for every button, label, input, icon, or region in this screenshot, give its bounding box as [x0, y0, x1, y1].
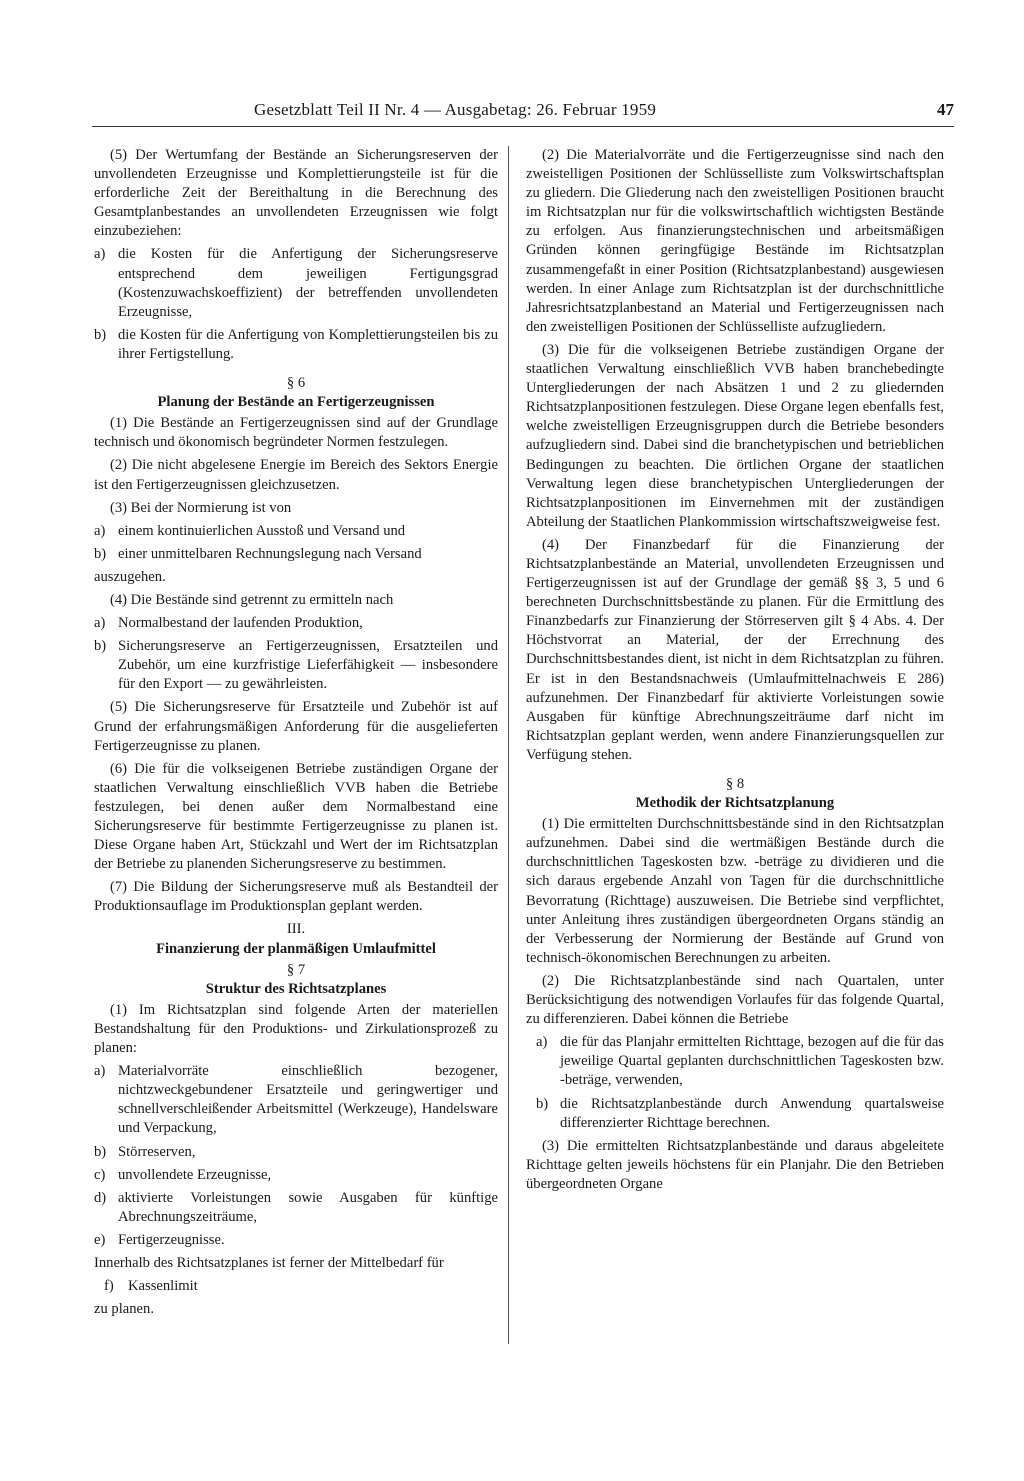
s6-paragraph-2: (2) Die nicht abgelesene Energie im Bereich des Sektors Energie ist den Fertigerzeugnissen gleichzusetzen. [94, 457, 498, 493]
list-label: d) [94, 1189, 107, 1206]
list-label: b) [94, 638, 107, 655]
s6-paragraph-3: (3) Bei der Normierung ist von [110, 499, 292, 516]
header-rule [92, 126, 954, 127]
s8-paragraph-1: (1) Die ermittelten Durchschnittsbestände sind in den Richtsatzplan aufzunehmen. Dabei sind die wertmäßigen Bestände durch die durchschnittlichen Tageskosten bzw. -beträge zu dividieren und die sich daraus ergebende Anzahl von Tagen für die durchschnittliche Bevorratung (Richttage) auszuweisen. Die Betriebe sind verpflichtet, unter Anleitung ihres zuständigen übergeordneten Organs ständig an der Verbesserung der Normierung der Bestände auf Grund von technisch-ökonomischen Berechnungen zu arbeiten. [526, 816, 944, 966]
list-label: e) [94, 1231, 106, 1248]
list-text: einer unmittelbaren Rechnungslegung nach Versand [118, 545, 422, 562]
list-label: a) [94, 615, 106, 632]
s6-paragraph-5: (5) Die Sicherungsreserve für Ersatzteile und Zubehör ist auf Grund der erfahrungsmäßigen Anforderung für die ausgelieferten Fertigerzeugnisse zu planen. [94, 699, 498, 754]
section-6-number: § 6 [286, 375, 306, 392]
list-text: die Kosten für die Anfertigung von Komplettierungsteilen bis zu ihrer Fertigstellung. [118, 326, 498, 362]
list-text: Kassenlimit [128, 1278, 198, 1295]
s7-paragraph-2: (2) Die Materialvorräte und die Fertigerzeugnisse sind nach den zweistelligen Positionen der Schlüsselliste zum Volkswirtschaftsplan zu gliedern. Die Gliederung nach den zweistelligen Positionen braucht im Richtsatzplan nur für die volkswirtschaftlich wichtigsten Bestände zu erfolgen. Aus finanzierungstechnischen und arbeitsmäßigen Gründen können geringfügige Bestände im Richtsatzplan zusammengefaßt in einer Position (Richtsatzplanbestand) ausgewiesen werden. In einer Anlage zum Richtsatzplan ist der durchschnittliche Jahresrichtsatzplanbestand an Material und Fertigerzeugnissen nach den zweistelligen Positionen der Schlüsselliste aufzugliedern. [526, 147, 944, 335]
list-item [94, 1166, 498, 1185]
s7-paragraph-4: (4) Der Finanzbedarf für die Finanzierung der Richtsatzplanbestände an Material, unvollendeten Erzeugnissen und Fertigerzeugnissen ist auf der Grundlage der gemäß §§ 3, 5 und 6 berechneten Durchschnittsbestände zu planen. Für die Ermittlung des Finanzbedarfs zur Finanzierung der Störreserven gilt § 4 Abs. 4. Der Höchstvorrat an Material, der der Errechnung des Durchschnittsbestandes dient, ist nicht in dem Richtsatzplan zu führen. Er ist in den Bestandsnachweis (Umlaufmittelnachweis E 286) aufzunehmen. Der Finanzbedarf für aktivierte Vorleistungen sowie Ausgaben für künftige Abrechnungszeiträume darf nicht im Richtsatzplan geplant werden, wenn andere Finanzierungsquellen zur Verfügung stehen. [526, 536, 944, 763]
list-label: a) [94, 1063, 106, 1080]
section-7-heading: Struktur des Richtsatzplanes [205, 980, 387, 997]
s8-paragraph-2: (2) Die Richtsatzplanbestände sind nach Quartalen, unter Berücksichtigung des notwendigen Vorlaufes für das folgende Quartal, zu differenzieren. Dabei können die Betriebe [526, 972, 944, 1028]
list-item [94, 614, 498, 633]
s7-paragraph-1-cont: Innerhalb des Richtsatzplanes ist ferner der Mittelbedarf für [94, 1254, 444, 1271]
column-divider [508, 146, 509, 1344]
s6-paragraph-3-end: auszugehen. [94, 568, 166, 585]
list-text: Fertigerzeugnisse. [118, 1231, 225, 1248]
list-item [94, 1189, 498, 1227]
list-item [94, 1143, 498, 1162]
list-text: die Kosten für die Anfertigung der Sicherungsreserve entsprechend dem jeweiligen Fertigungsgrad (Kostenzuwachskoeffizient) der betreffenden unvollendeten Erzeugnisse, [118, 246, 498, 320]
list-text: einem kontinuierlichen Ausstoß und Versand und [118, 522, 406, 539]
s7-paragraph-1-end: zu planen. [94, 1301, 154, 1318]
section-7-number: § 7 [286, 961, 306, 978]
list-item [94, 1062, 498, 1138]
list-item [94, 545, 498, 564]
list-item [94, 1277, 498, 1296]
list-item [94, 326, 498, 364]
section-6-heading: Planung der Bestände an Fertigerzeugnissen [157, 394, 435, 411]
list-item [94, 637, 498, 694]
list-label: a) [94, 246, 106, 263]
right-column [526, 146, 944, 1198]
list-text: Normalbestand der laufenden Produktion, [118, 615, 363, 632]
list-text: Sicherungsreserve an Fertigerzeugnissen, Ersatzteilen und Zubehör, um eine kurzfristige Lieferfähigkeit — insbesondere für den Export — zu gewährleisten. [118, 638, 498, 693]
s6-paragraph-1: (1) Die Bestände an Fertigerzeugnissen sind auf der Grundlage technisch und ökonomisch begründeter Normen festzulegen. [94, 415, 498, 451]
list-label: b) [94, 326, 107, 343]
s7-paragraph-1: (1) Im Richtsatzplan sind folgende Arten der materiellen Bestandshaltung für den Produktions- und Zirkulationsprozeß zu planen: [94, 1001, 498, 1057]
list-label: f) [104, 1278, 114, 1295]
section-8-number: § 8 [725, 776, 745, 792]
section-8-heading: Methodik der Richtsatzplanung [635, 795, 835, 812]
list-item [94, 245, 498, 321]
s6-paragraph-4: (4) Die Bestände sind getrennt zu ermitteln nach [110, 591, 394, 608]
s6-paragraph-6: (6) Die für die volkseigenen Betriebe zuständigen Organe der staatlichen Verwaltung einschließlich VVB haben die Betriebe festzulegen, bei denen außer dem Normalbestand eine Sicherungsreserve für bestimmte Fertigerzeugnisse zu planen ist. Diese Organe haben Art, Stückzahl und Wert der im Richtsatzplan der Betriebe zu planenden Sicherungsreserve zu bestimmen. [94, 760, 498, 873]
list-label: a) [536, 1034, 548, 1051]
list-label: a) [94, 522, 106, 539]
s7-paragraph-3: (3) Die für die volkseigenen Betriebe zuständigen Organe der staatlichen Verwaltung einschließlich VVB haben branchebedingte Untergliederungen der nach Absätzen 1 und 2 zu gliedernden Richtsatzplanpositionen festzulegen. Diese Organe legen ebenfalls fest, welche zweistelligen Erzeugnisgruppen durch die Betriebe besonders aufzugliedern sind. Dabei sind die branchetypischen und betrieblichen Bedingungen zu beachten. Die örtlichen Organe der staatlichen Verwaltung legen diese branchetypischen Untergliederungen der Richtsatzplanpositionen im Einvernehmen mit der zuständigen Abteilung der Staatlichen Plankommission wirtschaftszweigweise fest. [526, 341, 944, 530]
s6-paragraph-7: (7) Die Bildung der Sicherungsreserve muß als Bestandteil der Produktionsauflage im Produktionsplan geplant werden. [94, 879, 498, 915]
list-item [94, 522, 498, 541]
part-heading: Finanzierung der planmäßigen Umlaufmittel [156, 940, 436, 957]
page-number: 47 [937, 100, 954, 119]
list-text: die für das Planjahr ermittelten Richttage, bezogen auf die für das jeweilige Quartal geplanten durchschnittlichen Tageskosten bzw. -beträge, verwenden, [560, 1034, 944, 1089]
list-label: b) [536, 1095, 549, 1112]
left-column [94, 146, 498, 1323]
list-text: die Richtsatzplanbestände durch Anwendung quartalsweise differenzierter Richttage berechnen. [560, 1095, 944, 1131]
list-label: b) [94, 545, 107, 562]
paragraph-5: (5) Der Wertumfang der Bestände an Sicherungsreserven der unvollendeten Erzeugnisse und Komplettierungsteile ist für die erforderliche Zeit der Bereithaltung in die Berechnung des Gesamtplanbestandes an unvollendeten Erzeugnissen wie folgt einzubeziehen: [94, 147, 498, 240]
list-text: Störreserven, [118, 1143, 196, 1160]
list-label: c) [94, 1166, 106, 1183]
list-text: unvollendete Erzeugnisse, [118, 1166, 272, 1183]
s8-paragraph-3: (3) Die ermittelten Richtsatzplanbestände und daraus abgeleitete Richttage gelten jeweils höchstens für ein Planjahr. Die den Betrieben übergeordneten Organe [526, 1137, 944, 1192]
list-item [526, 1033, 944, 1090]
list-label: b) [94, 1143, 107, 1160]
part-number: III. [286, 921, 306, 938]
list-item [94, 1231, 498, 1250]
header-title: Gesetzblatt Teil II Nr. 4 — Ausgabetag: 26. Februar 1959 [254, 100, 657, 119]
list-text: aktivierte Vorleistungen sowie Ausgaben für künftige Abrechnungszeiträume, [118, 1189, 498, 1225]
list-item [526, 1095, 944, 1133]
list-text: Materialvorräte einschließlich bezogener, nichtzweckgebundener Ersatzteile und geringwertiger und schnellverschleißender Arbeitsmittel (Werkzeuge), Handelsware und Verpackung, [118, 1063, 498, 1137]
